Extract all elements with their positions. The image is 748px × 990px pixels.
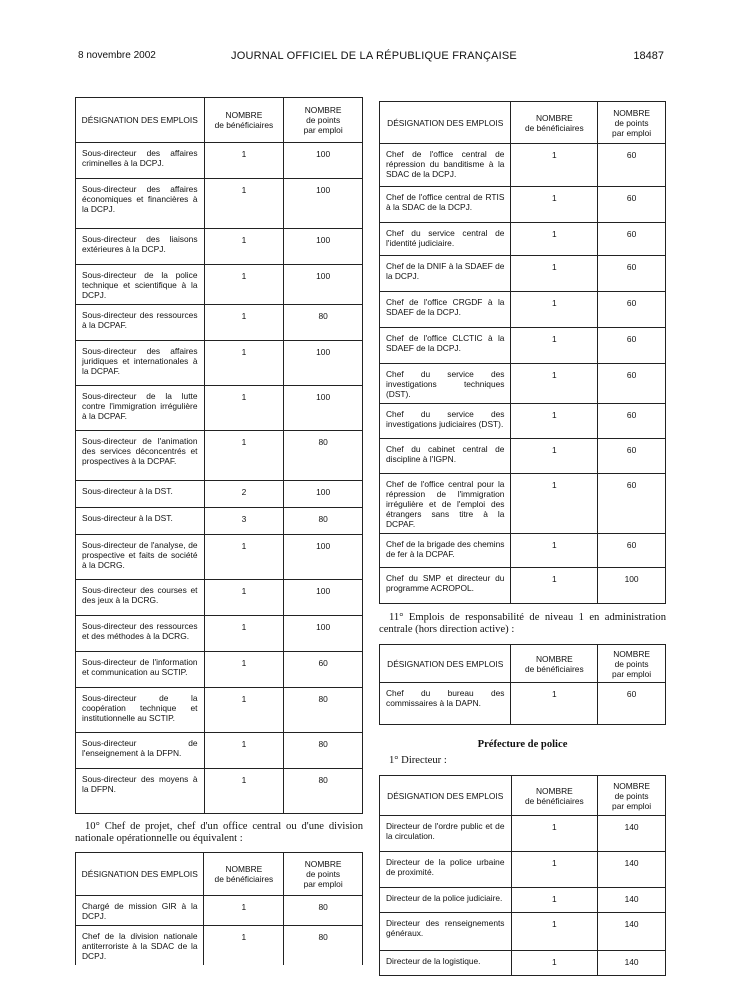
points-cell: 140 bbox=[598, 951, 666, 976]
designation-cell: Chef du service des investigations techniques (DST). bbox=[380, 364, 511, 404]
points-cell: 60 bbox=[284, 652, 363, 688]
header-designation: DÉSIGNATION DES EMPLOIS bbox=[76, 853, 204, 896]
points-cell: 60 bbox=[598, 187, 666, 223]
designation-cell: Chef de la brigade des chemins de fer à la DCPAF. bbox=[380, 534, 511, 568]
prefecture-heading: Préfecture de police bbox=[477, 739, 568, 750]
beneficiaires-cell: 1 bbox=[204, 305, 284, 341]
points-cell: 60 bbox=[598, 292, 666, 328]
points-cell: 100 bbox=[284, 143, 363, 179]
table-row bbox=[380, 292, 666, 328]
table-row bbox=[76, 616, 363, 652]
journal-title: JOURNAL OFFICIEL DE LA RÉPUBLIQUE FRANÇAISE bbox=[231, 50, 517, 62]
beneficiaires-cell: 1 bbox=[511, 292, 598, 328]
beneficiaires-cell: 1 bbox=[511, 439, 598, 474]
header-points: NOMBRE de points par emploi bbox=[284, 853, 363, 896]
points-cell: 80 bbox=[284, 688, 363, 733]
points-cell: 60 bbox=[598, 364, 666, 404]
table-header-row bbox=[380, 102, 666, 144]
table-header-row bbox=[76, 98, 363, 143]
section-11-caption: 11° Emplois de responsabilité de niveau 1 en administration centrale (hors direction active) : bbox=[379, 612, 666, 635]
table-header-row bbox=[380, 776, 666, 816]
header-points: NOMBRE de points par emploi bbox=[598, 645, 666, 683]
header-designation: DÉSIGNATION DES EMPLOIS bbox=[76, 98, 205, 143]
table-header-row bbox=[380, 645, 666, 683]
table-row bbox=[380, 187, 666, 223]
header-points: NOMBRE de points par emploi bbox=[284, 98, 363, 143]
beneficiaires-cell: 1 bbox=[511, 474, 598, 534]
table-row bbox=[76, 508, 363, 535]
points-cell: 60 bbox=[598, 439, 666, 474]
table-row bbox=[380, 144, 666, 187]
beneficiaires-cell: 1 bbox=[204, 143, 284, 179]
table-row bbox=[76, 386, 363, 431]
designation-cell: Chef de l'office CRGDF à la SDAEF de la DCPJ. bbox=[380, 292, 511, 328]
table-row bbox=[76, 733, 363, 769]
table-row bbox=[380, 474, 666, 534]
designation-cell: Sous-directeur à la DST. bbox=[76, 481, 205, 508]
table-row bbox=[76, 769, 363, 814]
beneficiaires-cell: 1 bbox=[511, 187, 598, 223]
table-row bbox=[380, 328, 666, 364]
designation-cell: Directeur des renseignements généraux. bbox=[380, 913, 512, 951]
header-beneficiaires: NOMBRE de bénéficiaires bbox=[511, 776, 598, 816]
table-row bbox=[76, 481, 363, 508]
table-row bbox=[380, 364, 666, 404]
beneficiaires-cell: 1 bbox=[511, 683, 598, 725]
header-designation: DÉSIGNATION DES EMPLOIS bbox=[380, 776, 512, 816]
points-cell: 100 bbox=[284, 229, 363, 265]
table-row bbox=[380, 534, 666, 568]
designation-cell: Sous-directeur de l'information et communication au SCTIP. bbox=[76, 652, 205, 688]
table-row bbox=[76, 265, 363, 305]
points-cell: 100 bbox=[284, 481, 363, 508]
beneficiaires-cell: 1 bbox=[511, 816, 598, 852]
beneficiaires-cell: 1 bbox=[511, 951, 598, 976]
designation-cell: Sous-directeur des liaisons extérieures à la DCPJ. bbox=[76, 229, 205, 265]
table-row bbox=[76, 688, 363, 733]
header-beneficiaires: NOMBRE de bénéficiaires bbox=[204, 853, 284, 896]
designation-cell: Sous-directeur de la lutte contre l'immigration irrégulière à la DCPAF. bbox=[76, 386, 205, 431]
points-cell: 60 bbox=[598, 683, 666, 725]
designation-cell: Chef du cabinet central de discipline à l'IGPN. bbox=[380, 439, 511, 474]
table-row bbox=[76, 580, 363, 616]
designation-cell: Chef du SMP et directeur du programme ACROPOL. bbox=[380, 568, 511, 604]
table-row bbox=[76, 926, 363, 966]
beneficiaires-cell: 1 bbox=[204, 341, 284, 386]
designation-cell: Chef du bureau des commissaires à la DAPN. bbox=[380, 683, 511, 725]
beneficiaires-cell: 1 bbox=[511, 328, 598, 364]
beneficiaires-cell: 1 bbox=[511, 888, 598, 913]
beneficiaires-cell: 1 bbox=[204, 265, 284, 305]
beneficiaires-cell: 1 bbox=[511, 144, 598, 187]
table-row bbox=[76, 305, 363, 341]
beneficiaires-cell: 1 bbox=[204, 580, 284, 616]
table-left bbox=[75, 97, 363, 814]
points-cell: 80 bbox=[284, 769, 363, 814]
table-row bbox=[380, 223, 666, 256]
points-cell: 60 bbox=[598, 404, 666, 439]
table-1 bbox=[379, 775, 666, 976]
beneficiaires-cell: 1 bbox=[204, 229, 284, 265]
designation-cell: Chef de l'office central de RTIS à la SDAC de la DCPJ. bbox=[380, 187, 511, 223]
points-cell: 80 bbox=[284, 508, 363, 535]
designation-cell: Chef du service central de l'identité judiciaire. bbox=[380, 223, 511, 256]
header-points: NOMBRE de points par emploi bbox=[598, 102, 666, 144]
table-row bbox=[380, 568, 666, 604]
beneficiaires-cell: 1 bbox=[204, 652, 284, 688]
table-row bbox=[380, 816, 666, 852]
beneficiaires-cell: 1 bbox=[511, 404, 598, 439]
header-beneficiaires: NOMBRE de bénéficiaires bbox=[511, 102, 598, 144]
table-row bbox=[380, 951, 666, 976]
designation-cell: Sous-directeur de l'animation des services déconcentrés et prospectives à la DCPAF. bbox=[76, 431, 205, 481]
beneficiaires-cell: 1 bbox=[204, 616, 284, 652]
designation-cell: Directeur de la police judiciaire. bbox=[380, 888, 512, 913]
designation-cell: Sous-directeur des affaires juridiques et internationales à la DCPAF. bbox=[76, 341, 205, 386]
beneficiaires-cell: 1 bbox=[204, 431, 284, 481]
table-row bbox=[380, 852, 666, 888]
points-cell: 140 bbox=[598, 913, 666, 951]
beneficiaires-cell: 1 bbox=[511, 852, 598, 888]
table-row bbox=[76, 535, 363, 580]
table-row bbox=[380, 439, 666, 474]
beneficiaires-cell: 2 bbox=[204, 481, 284, 508]
table-row bbox=[76, 341, 363, 386]
section-1-caption: 1° Directeur : bbox=[389, 755, 447, 766]
designation-cell: Directeur de la police urbaine de proximité. bbox=[380, 852, 512, 888]
designation-cell: Sous-directeur des ressources à la DCPAF. bbox=[76, 305, 205, 341]
beneficiaires-cell: 1 bbox=[204, 386, 284, 431]
designation-cell: Sous-directeur de la coopération technique et institutionnelle au SCTIP. bbox=[76, 688, 205, 733]
beneficiaires-cell: 1 bbox=[204, 179, 284, 229]
table-10 bbox=[75, 852, 363, 965]
beneficiaires-cell: 1 bbox=[204, 926, 284, 966]
beneficiaires-cell: 1 bbox=[511, 223, 598, 256]
designation-cell: Chef de l'office central pour la répression de l'immigration irrégulière et de l'emploi des étrangers sans titre à la DCPAF. bbox=[380, 474, 511, 534]
points-cell: 80 bbox=[284, 305, 363, 341]
section-10-caption: 10° Chef de projet, chef d'un office central ou d'une division nationale opérationnelle ou équivalent : bbox=[75, 821, 363, 844]
table-header-row bbox=[76, 853, 363, 896]
points-cell: 60 bbox=[598, 534, 666, 568]
beneficiaires-cell: 3 bbox=[204, 508, 284, 535]
beneficiaires-cell: 1 bbox=[204, 535, 284, 580]
left-column bbox=[75, 97, 363, 965]
beneficiaires-cell: 1 bbox=[511, 534, 598, 568]
beneficiaires-cell: 1 bbox=[204, 733, 284, 769]
table-row bbox=[76, 229, 363, 265]
points-cell: 100 bbox=[284, 386, 363, 431]
table-row bbox=[76, 652, 363, 688]
table-row bbox=[76, 179, 363, 229]
table-row bbox=[380, 404, 666, 439]
beneficiaires-cell: 1 bbox=[204, 769, 284, 814]
designation-cell: Sous-directeur des courses et des jeux à la DCRG. bbox=[76, 580, 205, 616]
table-row bbox=[76, 143, 363, 179]
designation-cell: Directeur de la logistique. bbox=[380, 951, 512, 976]
header-points: NOMBRE de points par emploi bbox=[598, 776, 666, 816]
designation-cell: Sous-directeur des affaires criminelles à la DCPJ. bbox=[76, 143, 205, 179]
points-cell: 100 bbox=[284, 265, 363, 305]
points-cell: 80 bbox=[284, 896, 363, 926]
points-cell: 100 bbox=[598, 568, 666, 604]
page-date: 8 novembre 2002 bbox=[78, 50, 156, 61]
points-cell: 60 bbox=[598, 223, 666, 256]
beneficiaires-cell: 1 bbox=[204, 896, 284, 926]
designation-cell: Sous-directeur de l'analyse, de prospective et faits de société à la DCRG. bbox=[76, 535, 205, 580]
beneficiaires-cell: 1 bbox=[511, 364, 598, 404]
designation-cell: Chargé de mission GIR à la DCPJ. bbox=[76, 896, 204, 926]
designation-cell: Chef du service des investigations judiciaires (DST). bbox=[380, 404, 511, 439]
points-cell: 80 bbox=[284, 926, 363, 966]
beneficiaires-cell: 1 bbox=[511, 913, 598, 951]
table-row bbox=[380, 683, 666, 725]
designation-cell: Chef de l'office CLCTIC à la SDAEF de la DCPJ. bbox=[380, 328, 511, 364]
designation-cell: Chef de l'office central de répression du banditisme à la SDAC de la DCPJ. bbox=[380, 144, 511, 187]
designation-cell: Sous-directeur des moyens à la DFPN. bbox=[76, 769, 205, 814]
designation-cell: Sous-directeur de l'enseignement à la DFPN. bbox=[76, 733, 205, 769]
points-cell: 100 bbox=[284, 535, 363, 580]
table-row bbox=[380, 256, 666, 292]
points-cell: 100 bbox=[284, 580, 363, 616]
header-designation: DÉSIGNATION DES EMPLOIS bbox=[380, 102, 511, 144]
table-row bbox=[380, 888, 666, 913]
points-cell: 60 bbox=[598, 328, 666, 364]
points-cell: 140 bbox=[598, 852, 666, 888]
beneficiaires-cell: 1 bbox=[511, 256, 598, 292]
header-designation: DÉSIGNATION DES EMPLOIS bbox=[380, 645, 511, 683]
beneficiaires-cell: 1 bbox=[204, 688, 284, 733]
points-cell: 100 bbox=[284, 179, 363, 229]
designation-cell: Sous-directeur des ressources et des méthodes à la DCRG. bbox=[76, 616, 205, 652]
page-number: 18487 bbox=[633, 50, 664, 62]
points-cell: 100 bbox=[284, 616, 363, 652]
designation-cell: Chef de la DNIF à la SDAEF de la DCPJ. bbox=[380, 256, 511, 292]
table-row bbox=[380, 913, 666, 951]
points-cell: 60 bbox=[598, 474, 666, 534]
designation-cell: Sous-directeur de la police technique et scientifique à la DCPJ. bbox=[76, 265, 205, 305]
points-cell: 60 bbox=[598, 256, 666, 292]
designation-cell: Sous-directeur à la DST. bbox=[76, 508, 205, 535]
beneficiaires-cell: 1 bbox=[511, 568, 598, 604]
points-cell: 80 bbox=[284, 733, 363, 769]
designation-cell: Sous-directeur des affaires économiques et financières à la DCPJ. bbox=[76, 179, 205, 229]
right-column bbox=[379, 101, 666, 976]
table-row bbox=[76, 896, 363, 926]
points-cell: 140 bbox=[598, 816, 666, 852]
points-cell: 60 bbox=[598, 144, 666, 187]
designation-cell: Directeur de l'ordre public et de la circulation. bbox=[380, 816, 512, 852]
table-11 bbox=[379, 644, 666, 725]
table-right bbox=[379, 101, 666, 604]
points-cell: 80 bbox=[284, 431, 363, 481]
designation-cell: Chef de la division nationale antiterroriste à la SDAC de la DCPJ. bbox=[76, 926, 204, 966]
points-cell: 100 bbox=[284, 341, 363, 386]
points-cell: 140 bbox=[598, 888, 666, 913]
table-row bbox=[76, 431, 363, 481]
header-beneficiaires: NOMBRE de bénéficiaires bbox=[204, 98, 284, 143]
header-beneficiaires: NOMBRE de bénéficiaires bbox=[511, 645, 598, 683]
